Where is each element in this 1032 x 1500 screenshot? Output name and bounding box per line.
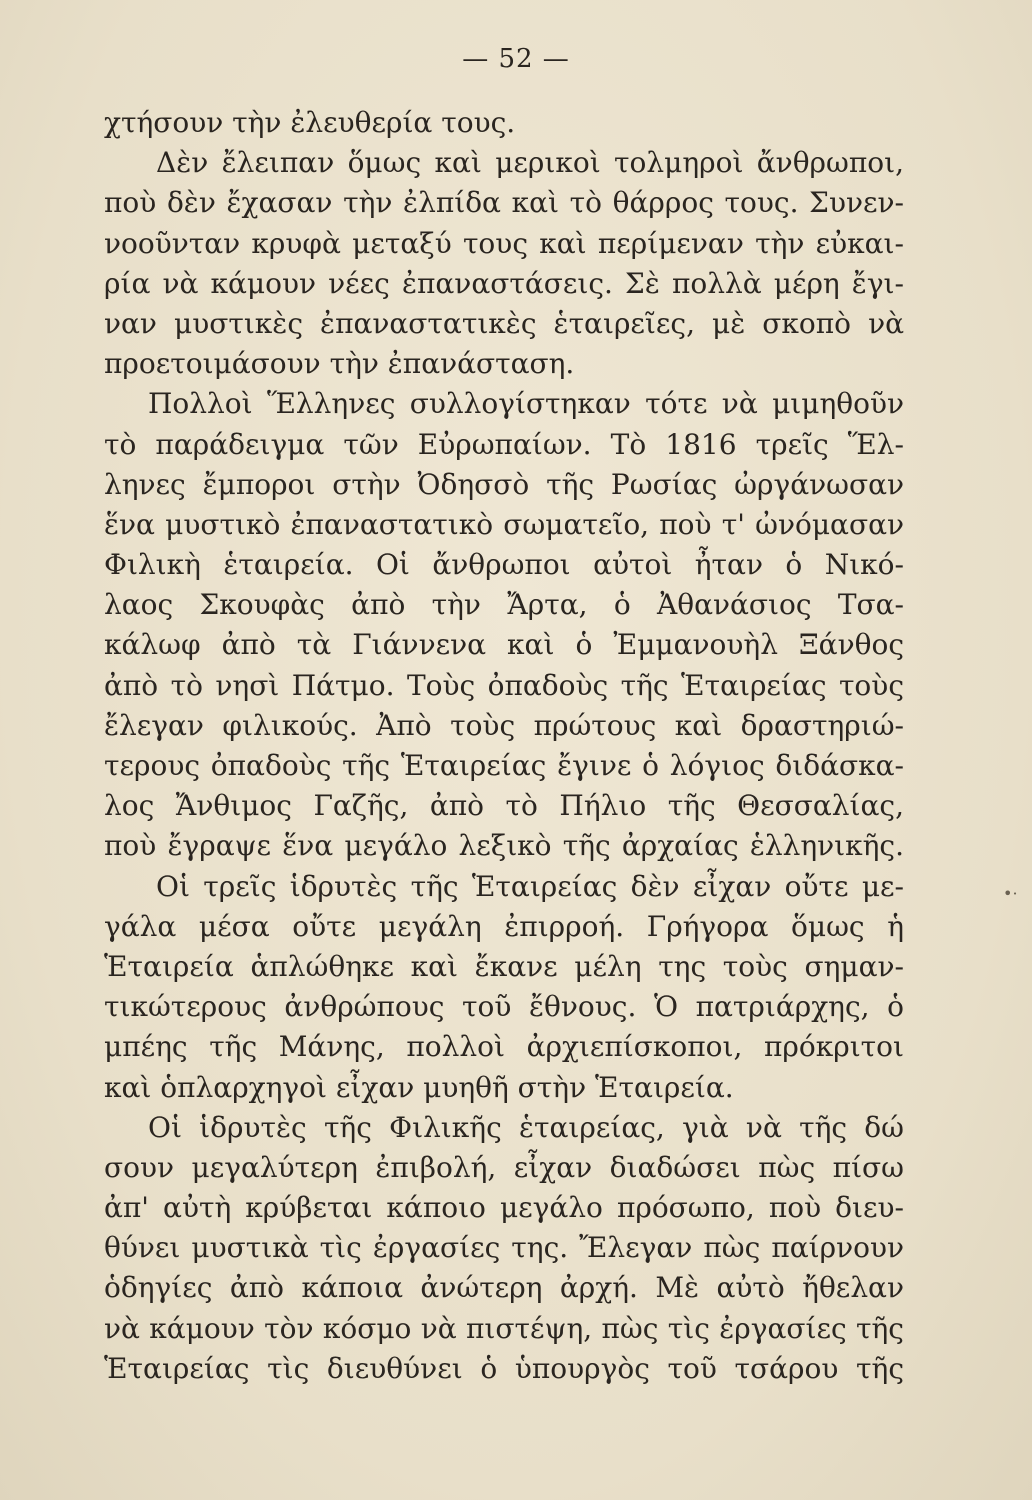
- text-line: Ἑταιρείας τὶς διευθύνει ὁ ὑπουργὸς τοῦ τσάρου τῆς: [104, 1351, 904, 1385]
- text-line: προετοιμάσουν τὴν ἐπανάσταση.: [104, 347, 575, 381]
- text-line: Φιλικὴ ἑταιρεία. Οἱ ἄνθρωποι αὐτοὶ ἦταν ὁ Νικό-: [104, 548, 904, 582]
- text-line: νοοῦνταν κρυφὰ μεταξύ τους καὶ περίμεναν τὴν εὐκαι-: [104, 226, 904, 260]
- text-line: λος Ἄνθιμος Γαζῆς, ἀπὸ τὸ Πήλιο τῆς Θεσσαλίας,: [104, 789, 904, 823]
- body-text: [104, 103, 904, 1389]
- text-line: Δὲν ἔλειπαν ὅμως καὶ μερικοὶ τολμηροὶ ἄνθρωποι,: [156, 146, 904, 180]
- text-line: ληνες ἔμποροι στὴν Ὀδησσὸ τῆς Ρωσίας ὠργάνωσαν: [104, 467, 904, 501]
- text-line: ναν μυστικὲς ἐπαναστατικὲς ἑταιρεῖες, μὲ σκοπὸ νὰ: [104, 306, 904, 340]
- text-line: ὁδηγίες ἀπὸ κάποια ἀνώτερη ἀρχή. Μὲ αὐτὸ ἤθελαν: [104, 1271, 904, 1305]
- text-line: μπέης τῆς Μάνης, πολλοὶ ἀρχιεπίσκοποι, πρόκριτοι: [104, 1030, 904, 1064]
- text-line: ρία νὰ κάμουν νέες ἐπαναστάσεις. Σὲ πολλὰ μέρη ἔγι-: [104, 266, 904, 300]
- text-line: ποὺ ἔγραψε ἕνα μεγάλο λεξικὸ τῆς ἀρχαίας ἑλληνικῆς.: [104, 829, 904, 863]
- text-line: τερους ὀπαδοὺς τῆς Ἑταιρείας ἔγινε ὁ λόγιος διδάσκα-: [104, 749, 904, 782]
- text-line: καὶ ὁπλαρχηγοὶ εἶχαν μυηθῆ στὴν Ἑταιρεία.: [104, 1070, 734, 1104]
- text-line: Οἱ ἱδρυτὲς τῆς Φιλικῆς ἑταιρείας, γιὰ νὰ τῆς δώ: [148, 1110, 904, 1144]
- text-line: ἀπὸ τὸ νησὶ Πάτμο. Τοὺς ὀπαδοὺς τῆς Ἑταιρείας τοὺς: [104, 668, 904, 702]
- text-line: κάλωφ ἀπὸ τὰ Γιάννενα καὶ ὁ Ἐμμανουὴλ Ξάνθος: [104, 628, 904, 662]
- margin-mark: •·: [1003, 884, 1018, 903]
- text-line: τικώτερους ἀνθρώπους τοῦ ἔθνους. Ὁ πατριάρχης, ὁ: [104, 990, 904, 1024]
- text-line: νὰ κάμουν τὸν κόσμο νὰ πιστέψη, πὼς τὶς ἐργασίες τῆς: [104, 1311, 904, 1345]
- text-line: ἀπ' αὐτὴ κρύβεται κάποιο μεγάλο πρόσωπο, ποὺ διευ-: [104, 1191, 904, 1225]
- text-line: Ἑταιρεία ἁπλώθηκε καὶ ἔκανε μέλη της τοὺς σημαν-: [104, 949, 904, 983]
- text-line: Οἱ τρεῖς ἱδρυτὲς τῆς Ἑταιρείας δὲν εἶχαν οὔτε με-: [156, 869, 904, 903]
- text-line: θύνει μυστικὰ τὶς ἐργασίες της. Ἔλεγαν πὼς παίρνουν: [104, 1231, 904, 1265]
- text-line: σουν μεγαλύτερη ἐπιβολή, εἶχαν διαδώσει πὼς πίσω: [104, 1150, 904, 1184]
- text-line: γάλα μέσα οὔτε μεγάλη ἐπιρροή. Γρήγορα ὅμως ἡ: [104, 909, 904, 943]
- page-number: — 52 —: [462, 44, 570, 74]
- text-line: τὸ παράδειγμα τῶν Εὐρωπαίων. Τὸ 1816 τρεῖς Ἕλ-: [104, 427, 904, 461]
- text-line: ἕνα μυστικὸ ἐπαναστατικὸ σωματεῖο, ποὺ τ' ὠνόμασαν: [104, 507, 904, 541]
- text-line: Πολλοὶ Ἕλληνες συλλογίστηκαν τότε νὰ μιμηθοῦν: [148, 387, 904, 421]
- text-line: χτήσουν τὴν ἐλευθερία τους.: [104, 106, 516, 139]
- text-line: λαος Σκουφὰς ἀπὸ τὴν Ἄρτα, ὁ Ἀθανάσιος Τσα-: [104, 588, 904, 622]
- text-line: ἔλεγαν φιλικούς. Ἀπὸ τοὺς πρώτους καὶ δραστηριώ-: [104, 708, 904, 742]
- text-line: ποὺ δὲν ἔχασαν τὴν ἐλπίδα καὶ τὸ θάρρος τους. Συνεν-: [104, 186, 904, 220]
